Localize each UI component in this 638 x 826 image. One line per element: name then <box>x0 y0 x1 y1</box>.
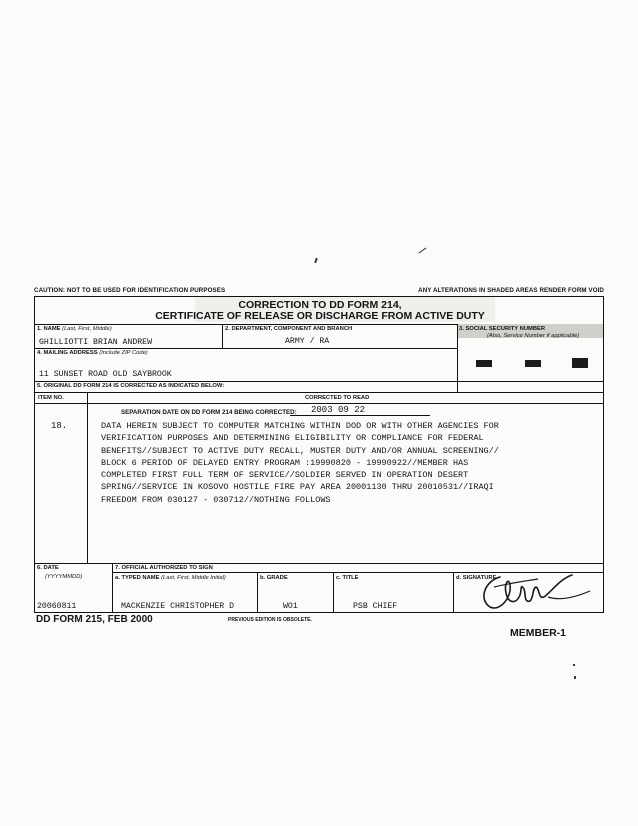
ssn-label: 3. SOCIAL SECURITY NUMBER <box>459 326 546 332</box>
item-no-header: ITEM NO. <box>38 395 64 401</box>
correction-line: FREEDOM FROM 030127 - 030712//NOTHING FOLLOWS <box>101 494 331 505</box>
correction-line: DATA HEREIN SUBJECT TO COMPUTER MATCHING WITHIN DOD OR WITH OTHER AGENCIES FOR <box>101 421 499 431</box>
rule <box>35 348 457 349</box>
correction-line: BENEFITS//SUBJECT TO ACTIVE DUTY RECALL, MUSTER DUTY AND/OR ANNUAL SCREENING// <box>101 445 499 456</box>
corrected-header: CORRECTED TO READ <box>305 395 370 401</box>
correction-line: VERIFICATION PURPOSES AND DETERMINING ELIGIBILITY OR COMPLIANCE FOR FEDERAL <box>101 433 484 444</box>
form-title-line1: CORRECTION TO DD FORM 214, <box>238 299 402 311</box>
rule <box>222 324 223 348</box>
separation-date-label: SEPARATION DATE ON DD FORM 214 BEING CORRECTED: <box>121 409 297 416</box>
rule <box>333 572 334 613</box>
form-title-line2: CERTIFICATE OF RELEASE OR DISCHARGE FROM ACTIVE DUTY <box>155 310 485 322</box>
correction-text <box>101 420 601 506</box>
redacted-ssn-part1 <box>476 360 492 367</box>
rule <box>290 415 430 416</box>
scan-speck <box>574 676 576 679</box>
signature-label: d. SIGNATURE <box>456 575 497 581</box>
typed-name-value: MACKENZIE CHRISTOPHER D <box>121 602 235 611</box>
rule <box>35 563 603 564</box>
official-label: 7. OFFICIAL AUTHORIZED TO SIGN <box>115 565 213 571</box>
date-hint: (YYYYMMDD) <box>45 574 83 580</box>
box5-label: 5. ORIGINAL DD FORM 214 IS CORRECTED AS INDICATED BELOW: <box>37 383 225 389</box>
scan-speck <box>573 664 575 666</box>
department-value: ARMY / RA <box>285 337 330 346</box>
address-value: 11 SUNSET ROAD OLD SAYBROOK <box>39 370 172 379</box>
name-label: 1. NAME (Last, First, Middle) <box>37 326 112 332</box>
name-value: GHILLIOTTI BRIAN ANDREW <box>39 338 153 347</box>
rule <box>35 392 603 393</box>
rule <box>112 563 113 613</box>
dd-form-215 <box>34 296 604 613</box>
rule <box>257 572 258 613</box>
alterations-warning: ANY ALTERATIONS IN SHADED AREAS RENDER FORM VOID <box>418 287 604 294</box>
redacted-ssn-part3 <box>572 358 588 368</box>
grade-label: b. GRADE <box>260 575 288 581</box>
rule <box>87 392 88 563</box>
date-value: 20060811 <box>37 602 77 611</box>
copy-label: MEMBER-1 <box>510 627 567 639</box>
typed-name-label: a. TYPED NAME (Last, First, Middle Initial) <box>115 575 226 581</box>
correction-line: BLOCK 6 PERIOD OF DELAYED ENTRY PROGRAM :19990820 - 19990922//MEMBER HAS <box>101 457 469 468</box>
grade-value: WO1 <box>283 602 298 611</box>
separation-date-value: 2003 09 22 <box>311 405 366 415</box>
rule <box>35 403 603 404</box>
correction-line: SPRING//SERVICE IN KOSOVO HOSTILE FIRE PAY AREA 20001130 THRU 20010531//IRAQI <box>101 482 494 493</box>
department-label: 2. DEPARTMENT, COMPONENT AND BRANCH <box>225 326 353 332</box>
address-label: 4. MAILING ADDRESS (Include ZIP Code) <box>37 350 148 356</box>
scan-speck <box>314 258 318 263</box>
date-label: 6. DATE <box>37 565 59 571</box>
rule <box>453 572 454 613</box>
title-value: PSB CHIEF <box>353 602 398 611</box>
form-id: DD FORM 215, FEB 2000 <box>36 614 153 625</box>
scan-speck <box>419 248 427 254</box>
caution-text: CAUTION: NOT TO BE USED FOR IDENTIFICATION PURPOSES <box>34 287 226 294</box>
title-label: c. TITLE <box>336 575 359 581</box>
redacted-ssn-part2 <box>525 360 541 367</box>
signature-scribble <box>460 567 600 613</box>
obsolete-note: PREVIOUS EDITION IS OBSOLETE. <box>228 617 312 623</box>
item-number: 18. <box>51 421 68 431</box>
ssn-hint: (Also, Service Number if applicable) <box>487 333 580 339</box>
correction-line: COMPLETED FIRST FULL TERM OF SERVICE//SOLDIER SERVED IN OPERATION DESERT <box>101 470 469 481</box>
rule <box>35 381 603 382</box>
